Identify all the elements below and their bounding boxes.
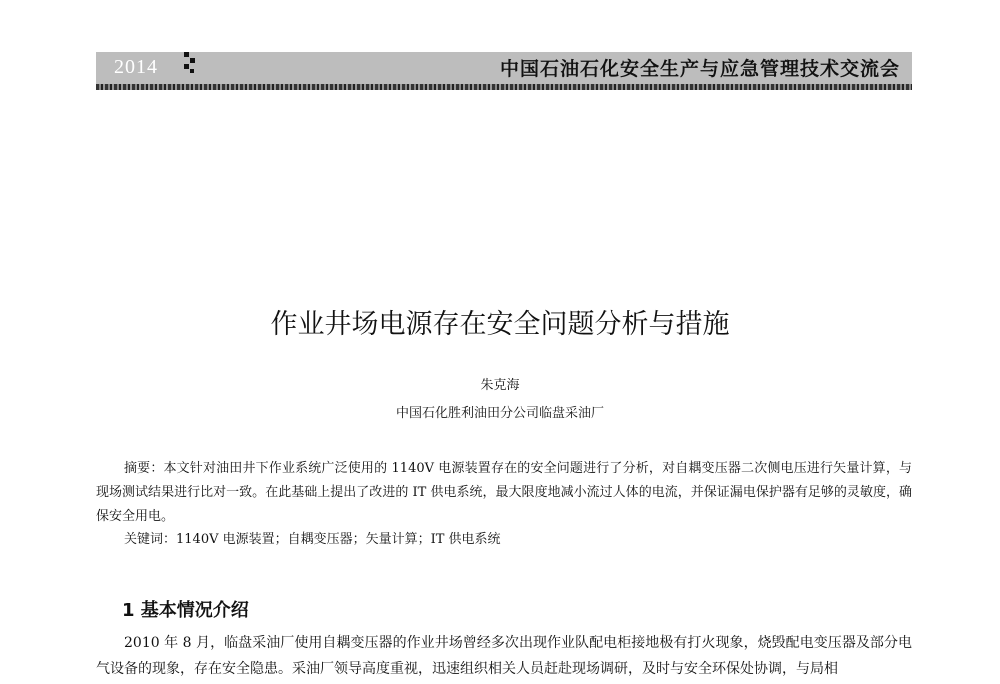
header-year: 2014 <box>114 56 158 78</box>
abstract-paragraph: 摘要：本文针对油田井下作业系统广泛使用的 1140V 电源装置存在的安全问题进行了分析，对自耦变压器二次侧电压进行矢量计算，与现场测试结果进行比对一致。在此基础上提出了改进的 IT 供电系统，最大限度地减小流过人体的电流，并保证漏电保护器有足够的灵敏度，确保安全用电。 <box>96 461 912 524</box>
author-name: 朱克海 <box>480 378 520 393</box>
paper-title: 作业井场电源存在安全问题分析与措施 <box>270 309 730 340</box>
header-decoration-mark <box>184 52 196 74</box>
author-affiliation: 中国石化胜利油田分公司临盘采油厂 <box>395 406 604 421</box>
conference-title: 中国石油石化安全生产与应急管理技术交流会 <box>499 58 900 80</box>
keywords-line: 关键词：1140V 电源装置；自耦变压器；矢量计算；IT 供电系统 <box>124 532 501 547</box>
body-paragraph: 2010 年 8 月，临盘采油厂使用自耦变压器的作业井场曾经多次出现作业队配电柜接地极有打火现象，烧毁配电变压器及部分电气设备的现象，存在安全隐患。采油厂领导高度重视，迅速组织相关人员赶赴现场调研，及时与安全环保处协调，与局相 <box>96 635 912 677</box>
section-heading: 1 基本情况介绍 <box>122 600 249 621</box>
